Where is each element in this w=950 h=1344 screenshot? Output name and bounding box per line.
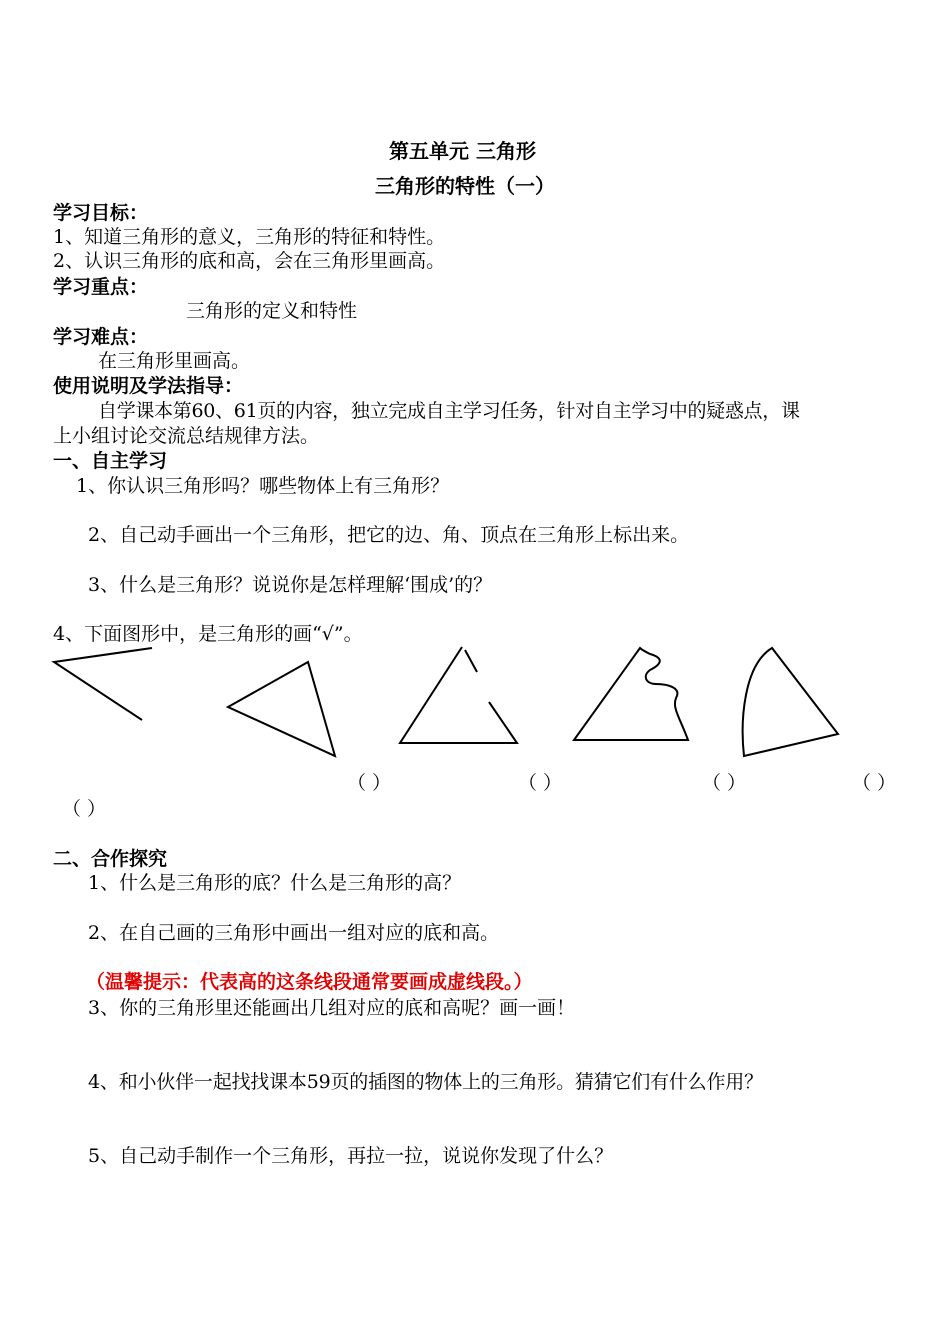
section2-tip: （温馨提示：代表高的这条线段通常要画成虚线段。） [86,971,533,993]
section1-question-4: 4、下面图形中，是三角形的画“√”。 [53,623,363,645]
section1-question-2: 2、自己动手画出一个三角形，把它的边、角、顶点在三角形上标出来。 [88,524,690,546]
section2-question-5: 5、自己动手制作一个三角形，再拉一拉，说说你发现了什么？ [88,1145,614,1167]
section1-question-3: 3、什么是三角形？说说你是怎样理解‘围成’的？ [88,574,493,596]
objective-item: 2、认识三角形的底和高，会在三角形里画高。 [53,250,446,272]
objective-item: 1、知道三角形的意义，三角形的特征和特性。 [53,226,446,248]
answer-blank[interactable]: （ ） [702,772,747,794]
section2-question-4: 4、和小伙伴一起找找课本59页的插图的物体上的三角形。猜猜它们有什么作用？ [88,1071,763,1093]
answer-blank[interactable]: （ ） [852,772,897,794]
section1-heading: 一、自主学习 [53,450,168,472]
figure-triangle-with-gap [400,647,517,743]
answer-blank[interactable]: （ ） [62,798,107,820]
objectives-heading: 学习目标： [53,202,149,224]
figure-triangle-gap-stub [465,650,477,672]
figure-curved-side-shape [743,648,838,756]
guide-heading: 使用说明及学法指导： [53,375,244,397]
figure-triangle [228,662,335,756]
unit-title: 第五单元 三角形 [389,139,536,163]
section1-question-1: 1、你认识三角形吗？哪些物体上有三角形？ [76,475,450,497]
difficulty-text: 在三角形里画高。 [98,350,251,372]
figure-open-angle [54,648,152,720]
answer-blank[interactable]: （ ） [347,772,392,794]
key-point-heading: 学习重点： [53,276,149,298]
section2-question-1: 1、什么是三角形的底？什么是三角形的高？ [88,872,462,894]
lesson-title: 三角形的特性（一） [375,174,555,198]
difficulty-heading: 学习难点： [53,326,149,348]
section2-question-3: 3、你的三角形里还能画出几组对应的底和高呢？画一画！ [88,997,576,1019]
guide-text-line2: 上小组讨论交流总结规律方法。 [53,425,320,447]
key-point-text: 三角形的定义和特性 [186,300,358,322]
answer-blank[interactable]: （ ） [518,772,563,794]
section2-heading: 二、合作探究 [53,848,168,870]
figure-wavy-side-shape [574,648,688,740]
section2-question-2: 2、在自己画的三角形中画出一组对应的底和高。 [88,922,500,944]
guide-text-line1: 自学课本第60、61页的内容，独立完成自主学习任务，针对自主学习中的疑惑点，课 [98,400,800,422]
